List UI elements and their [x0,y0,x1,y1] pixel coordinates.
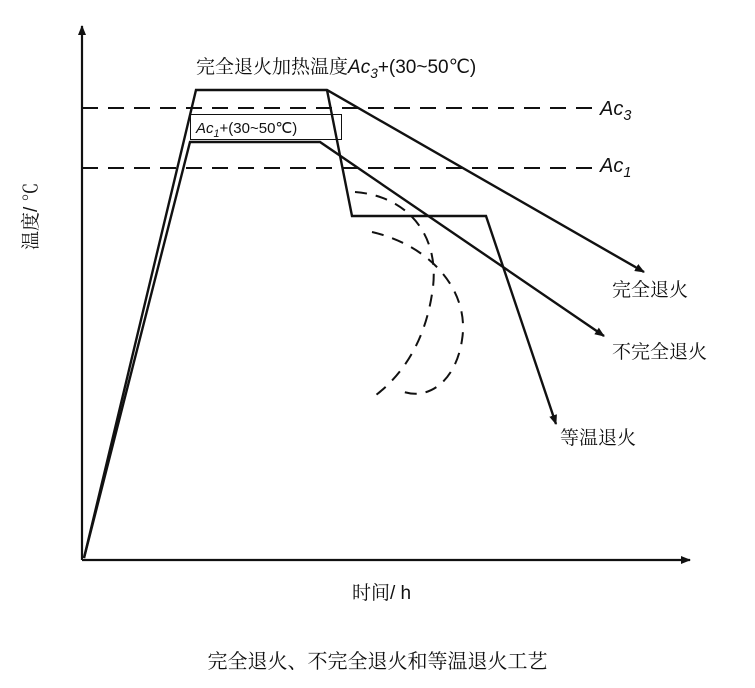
figure-caption: 完全退火、不完全退火和等温退火工艺 [207,651,548,673]
ac3-line-symbol: Ac [600,98,624,120]
ac1-hold-temperature-suffix: +(30~50℃) [219,120,298,137]
y-axis-label: 温度/ ℃ [21,182,42,250]
ac3-symbol: Ac [348,57,371,78]
partial-anneal-label: 不完全退火 [612,342,708,363]
full-anneal-curve [84,90,644,558]
ac3-line-subscript: 3 [623,108,632,124]
ac3-line-label [600,98,631,124]
c-curve-lower-dashed [372,232,463,394]
isothermal-anneal-curve [327,90,556,424]
ac1-hold-temperature-label [196,119,297,140]
isothermal-anneal-label: 等温退火 [560,428,637,449]
ac1-symbol: Ac [196,120,214,137]
ac3-symbol-subscript: 3 [370,65,378,81]
ac1-line-label [600,155,631,181]
full-anneal-heating-temperature-suffix: +(30~50℃) [377,57,477,78]
full-anneal-heating-temperature-label [196,52,476,81]
full-anneal-label: 完全退火 [612,280,689,301]
x-axis-label: 时间/ h [352,583,412,604]
ac1-symbol-subscript: 1 [213,128,220,140]
full-anneal-heating-temperature-prefix: 完全退火加热温度 [196,57,349,78]
c-curve-upper-dashed [355,192,434,398]
ac1-line-subscript: 1 [623,165,632,181]
ac1-line-symbol: Ac [600,155,624,177]
